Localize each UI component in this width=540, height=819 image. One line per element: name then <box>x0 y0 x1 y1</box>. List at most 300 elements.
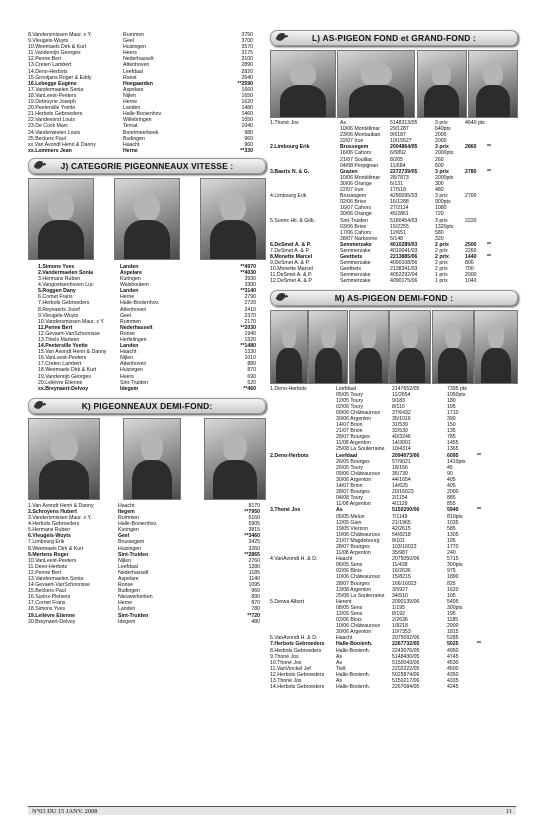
entry-name: 19.Debruyne Joseph <box>28 99 76 106</box>
entry-points: 1280 <box>248 563 260 570</box>
list-item <box>28 148 266 154</box>
entry-place: Aspelare <box>118 575 139 582</box>
result-cell: 1410pts <box>447 458 466 465</box>
result-cell: 08/05 Sens <box>336 604 363 611</box>
result-cell: 4245 <box>447 684 459 691</box>
entry-name: 11.Deno-Herbots <box>28 563 68 570</box>
entry-name: 19.Lelièvre Etienne <box>28 612 75 619</box>
result-cell: 3/5927 <box>392 586 408 593</box>
result-cell: 1320pts <box>435 223 454 230</box>
result-cell: 19/05 Vierzon <box>336 525 368 532</box>
entry-points: 690 <box>247 373 256 380</box>
result-cell: 1365 <box>447 446 459 453</box>
section-j-list <box>28 264 266 392</box>
result-cell: 2.Limbourg Erik <box>270 144 310 151</box>
result-cell: 2000 <box>465 272 477 279</box>
entry-place: Idegem <box>120 385 139 392</box>
result-cell: 1 prix <box>435 272 448 279</box>
entry-points: 1330 <box>244 349 256 356</box>
entry-points: 1140 <box>248 575 260 582</box>
result-cell: 135 <box>447 428 456 435</box>
entry-name: 15.Beckers Paul <box>28 588 66 595</box>
entry-place: Herfelingen <box>120 337 147 343</box>
result-cell: 11.VanVinckel Jef <box>270 665 311 672</box>
result-cell: 720 <box>435 211 444 218</box>
entry-points: 2760 <box>248 557 260 564</box>
entry-points: 980 <box>244 129 253 136</box>
entry-name: 23.De Cock Marc <box>28 123 69 130</box>
result-cell: 166/16023 <box>392 580 417 587</box>
result-cell: Halle-Booienh. <box>336 671 371 678</box>
result-cell: 14/3001 <box>392 440 411 447</box>
result-cell: 11/08 Argenton <box>336 440 371 447</box>
photo-11 <box>270 310 308 384</box>
result-cell: 28/07 Bourges <box>336 543 370 550</box>
result-cell: 45 <box>447 464 453 471</box>
result-cell: 8.Herbots Gebroeders <box>270 647 322 654</box>
result-cell: 785 <box>447 434 456 441</box>
result-cell: 17/518 <box>390 187 406 194</box>
result-cell: 390 <box>447 416 456 422</box>
section-l-photos <box>270 50 518 118</box>
result-cell: 28/07 Bourges <box>336 580 370 587</box>
entry-place: Huizingen <box>123 44 147 51</box>
result-cell: 2/1154 <box>392 495 408 502</box>
entry-name: 9.Vleugels-Wuyts <box>28 38 69 45</box>
entry-name: 11.Vandenrijn Georges <box>28 50 81 57</box>
entry-place: Landen <box>123 105 141 112</box>
result-cell: 1770 <box>447 543 459 550</box>
entry-name: 19.Vandenrijn Georges <box>38 373 91 380</box>
entry-points: 3700 <box>241 38 253 45</box>
result-cell: 32/530 <box>392 428 408 435</box>
entry-name: 5.Roggen Dany <box>38 288 76 295</box>
result-cell: 90 <box>447 470 453 477</box>
entry-points: 1040 <box>241 123 253 130</box>
result-cell: 103/16023 <box>392 543 417 550</box>
result-cell: 195 <box>447 611 456 617</box>
result-cell: 2004864/05 <box>390 144 418 151</box>
photo-15 <box>432 310 474 384</box>
result-cell: 3 prix <box>435 120 448 126</box>
entry-place: Nijlen <box>120 355 133 362</box>
result-cell: 8/101 <box>392 537 405 544</box>
result-cell: 44/1654 <box>392 476 411 483</box>
result-cell: 10/7353 <box>392 629 411 636</box>
entry-name: 17.Cornet Frans <box>28 600 66 607</box>
entry-name: 14.Deno-Herbots <box>28 68 68 75</box>
result-cell: 3 prix <box>435 168 449 175</box>
result-cell: 45/2861 <box>390 211 409 218</box>
entry-place: Hoegaarden <box>123 80 153 87</box>
result-cell: 5148430/05 <box>392 653 420 660</box>
photo-6 <box>204 418 266 500</box>
result-cell: 21/07 Brion <box>336 428 363 435</box>
entry-place: Sint-Truiden <box>118 612 149 619</box>
result-cell: 2000pts <box>435 174 454 181</box>
result-cell: Geetbets <box>340 266 362 273</box>
photo-5 <box>123 418 181 500</box>
result-cell: Leefdaal <box>336 452 358 459</box>
result-cell: 8/192 <box>392 611 405 617</box>
entry-points: 1460 <box>241 111 253 118</box>
result-cell: 12.DeSmet A. & P. <box>270 278 313 285</box>
result-cell: 5715 <box>447 556 459 563</box>
result-cell: Halle-Booienh. <box>336 684 371 691</box>
result-cell: 2094073/06 <box>392 452 420 459</box>
entry-place: Budingen <box>123 135 145 142</box>
result-cell: 2.Deno-Herbots <box>270 452 309 459</box>
section-l-list <box>270 120 518 285</box>
photo-14 <box>389 310 431 384</box>
result-cell: 02/06 Toury <box>336 403 364 410</box>
entry-place: Halle-Booienhov. <box>120 300 160 307</box>
result-cell: 3 prix <box>435 193 448 200</box>
result-cell: 1035 <box>447 519 459 526</box>
result-cell: Haacht <box>336 556 353 563</box>
result-cell: 1/8218 <box>392 623 408 630</box>
result-cell: 14/625 <box>392 483 408 490</box>
result-cell: 20/16023 <box>392 489 414 496</box>
result-cell: 405 <box>447 476 456 483</box>
entry-place: Attenhoven <box>120 306 147 313</box>
result-cell: 5025 <box>447 641 459 648</box>
result-cell: 5150043/06 <box>392 659 420 666</box>
entry-points: 2790 <box>244 294 256 301</box>
entry-points: 1520 <box>244 337 256 343</box>
result-cell: 2220 <box>465 217 477 224</box>
entry-name: 15.Van Avondt Henri & Danny <box>38 349 107 356</box>
result-cell: 2780 <box>465 168 477 175</box>
entry-name: 1.Van Avondt Henri & Danny <box>28 502 94 509</box>
result-cell: 35/730 <box>392 470 408 477</box>
entry-name: 10.VanLeest-Peeters <box>28 557 77 564</box>
result-cell: As <box>336 678 343 685</box>
result-cell: ** <box>487 168 492 175</box>
result-cell: 600 <box>435 162 444 169</box>
result-cell: 2000 <box>447 623 459 630</box>
section-j-photos <box>28 178 266 260</box>
entry-points: 3570 <box>241 44 253 51</box>
result-cell: 16/2636 <box>392 568 411 575</box>
entry-name: 15.Grootjans Roger & Eddy <box>28 74 92 81</box>
result-cell: 57/9021 <box>392 458 411 465</box>
entry-name: 14.Gevaert-VanSchoorisse <box>28 582 90 589</box>
section-k-title: K) PIGEONNEAUX DEMI-FOND: <box>81 400 213 411</box>
result-cell: 02/06 Blois <box>336 617 362 624</box>
result-cell: 1.Thoné Jos <box>270 120 299 126</box>
entry-place: Ronse <box>118 582 133 589</box>
result-cell: Geetbets <box>340 254 363 261</box>
entry-points: 2720 <box>244 300 256 307</box>
entry-points: **7950 <box>244 508 260 515</box>
entry-place: Rummen <box>118 515 140 522</box>
entry-name: 16.Surinx-Pletsers <box>28 594 71 601</box>
result-cell: 11/438 <box>392 562 408 569</box>
result-cell: 14/07 Brion <box>336 483 363 490</box>
result-cell: 105 <box>447 592 456 599</box>
result-cell: 5.Surinx Hil. & Gilb. <box>270 217 315 224</box>
result-cell: 1080 <box>435 205 447 212</box>
result-cell: 11/08 Argenton <box>336 501 371 508</box>
entry-place: Heers <box>123 50 137 57</box>
entry-name: 9.Vleugels-Wuyts <box>38 312 79 319</box>
result-cell: 16/07 Cahors <box>340 205 372 212</box>
photo-8 <box>337 50 415 118</box>
result-cell: 2202222/05 <box>392 665 420 672</box>
result-cell: 9.DeSmet A. & P. <box>270 260 310 267</box>
result-cell: 7395 pts <box>447 385 467 392</box>
entry-points: 8170 <box>248 502 260 509</box>
result-cell: Haacht <box>336 635 353 642</box>
result-cell: 1 prix <box>435 278 448 285</box>
entry-name: 20.Breynaert-Delvoy <box>28 618 76 625</box>
result-cell: 35/1016 <box>392 416 411 422</box>
result-cell: 22/07 Irun <box>340 187 364 194</box>
result-cell: 40/3246 <box>392 434 411 441</box>
result-cell: 2138341/03 <box>390 266 418 273</box>
photo-1 <box>28 178 94 260</box>
result-cell: 06/05 Sens <box>336 562 363 569</box>
entry-name: 17.Creten Lambert <box>38 361 82 368</box>
result-cell: 25/08 La Souterraine <box>336 592 385 599</box>
result-cell: 9/6187 <box>390 132 406 139</box>
result-cell: 4745 <box>447 653 459 660</box>
entry-place: Ranst <box>123 74 137 81</box>
result-cell: 5495 <box>447 598 459 605</box>
result-cell: 2075050/06 <box>392 556 420 563</box>
result-cell: 16/1288 <box>390 199 409 206</box>
result-cell: Leefdaal <box>336 385 356 392</box>
entry-place: Landen <box>120 343 139 350</box>
result-cell: 1.Deno-Herbots <box>270 385 307 392</box>
entry-place: Itegem <box>118 508 135 515</box>
result-cell: 26/05 Toury <box>336 464 364 471</box>
result-cell: 7.DeSmet A. & P. <box>270 247 310 254</box>
entry-points: 1095 <box>248 582 260 589</box>
result-cell: 480 <box>435 187 444 194</box>
entry-points: 6160 <box>248 515 260 522</box>
entry-name: xx.Breynaert-Delvoy <box>38 385 89 392</box>
result-cell: 12/05 Sens <box>336 611 363 617</box>
section-k-banner <box>28 398 266 414</box>
result-cell: 5150217/06 <box>392 678 420 685</box>
entry-points: **3140 <box>240 288 256 295</box>
result-cell: 5285 <box>447 635 459 642</box>
entry-points: 3100 <box>241 56 253 63</box>
entry-points: 3300 <box>244 282 256 289</box>
result-cell: 5150200/06 <box>392 507 420 514</box>
result-cell: 2 prix <box>435 266 448 273</box>
result-cell: 1185 <box>447 617 459 624</box>
issue-date: N°03 DU 15 JANV. 2008 <box>32 808 98 815</box>
result-cell: 09/06 Châteauroux <box>336 470 381 477</box>
result-cell: ** <box>477 507 482 514</box>
result-cell: 1040 <box>465 278 477 285</box>
result-cell: 12/651 <box>390 229 406 236</box>
list-item <box>38 386 266 392</box>
result-cell: 14/07 Brion <box>336 422 363 429</box>
result-cell: 28/7873 <box>390 174 409 181</box>
result-cell: 3 prix <box>435 217 448 224</box>
result-cell: 150 <box>447 422 456 429</box>
result-cell: 8.Monette Marcel <box>270 254 313 261</box>
entry-place: Nijlen <box>118 557 131 564</box>
entry-name: 8.Reynaerts Jozef <box>38 306 80 313</box>
section-m-banner <box>270 290 518 306</box>
entry-points: 2820 <box>241 68 253 75</box>
result-cell: 03/06 Brive <box>340 223 367 230</box>
result-cell <box>487 278 497 284</box>
result-cell: 02/06 Blois <box>336 568 362 575</box>
result-cell: 900pts <box>435 199 451 206</box>
result-cell: 10.Thoné Jos <box>270 659 302 666</box>
entry-points: **720 <box>247 612 260 619</box>
result-cell: 4.VanAvondt H. & D. <box>270 556 318 563</box>
result-cell: 4.Limbourg Erik <box>270 193 307 200</box>
result-cell: 21/07 Magdebourg <box>336 537 380 544</box>
entry-place: Sint-Truiden <box>118 551 149 558</box>
result-cell: 3.Thoné Jos <box>270 507 301 514</box>
result-cell: Tielt <box>336 665 346 672</box>
result-cell: 5148313/05 <box>390 120 418 126</box>
result-cell: 2090139/06 <box>392 598 420 605</box>
entry-place: Nederhasselt <box>118 569 149 576</box>
entry-name: 20.Lelièvre Etienne <box>38 379 83 386</box>
result-cell: Semmerzake <box>340 241 372 248</box>
entry-place: Aspelare <box>123 86 144 93</box>
result-cell: 1050pts <box>447 391 466 398</box>
entry-name: 12.Penne Bert <box>28 569 62 576</box>
entry-points: 880 <box>247 361 256 368</box>
entry-points: **330 <box>240 147 253 154</box>
result-cell: 640pts <box>435 126 451 133</box>
page-footer <box>28 806 516 815</box>
entry-points: **2030 <box>240 324 256 331</box>
entry-place: Sint-Truiden <box>120 379 149 386</box>
result-cell: 4/1129 <box>392 501 408 508</box>
result-cell: 1455 <box>447 440 459 447</box>
result-cell: 9.Thoné Jos <box>270 653 299 660</box>
result-cell: 28/07 Bourges <box>336 489 370 496</box>
result-cell: 54/8218 <box>392 531 411 538</box>
result-cell: 28/07 Bourges <box>336 434 370 441</box>
result-cell: Brussegem <box>340 144 369 151</box>
result-cell: 580 <box>435 229 444 236</box>
result-cell: 5/148 <box>390 235 403 242</box>
result-cell: 320 <box>435 235 444 242</box>
entry-place: Geel <box>120 312 131 319</box>
entry-name: 14.Peetersille Yvette <box>38 343 88 350</box>
section-j-banner <box>28 158 266 174</box>
result-cell: 1710 <box>447 409 459 416</box>
result-cell: As <box>336 659 343 666</box>
entry-name: 22.Vandevorst Louis <box>28 117 75 124</box>
result-cell: 31/539 <box>392 422 408 429</box>
photo-2 <box>114 178 180 260</box>
result-cell: 17/06 Cahors <box>340 229 372 236</box>
entry-points: **4030 <box>240 269 256 276</box>
result-cell: 30/06 Argenton <box>336 629 372 636</box>
entry-points: 2410 <box>244 306 256 313</box>
entry-name: 13.Thiels Marleen <box>38 337 80 343</box>
result-cell: 4350 <box>447 671 459 678</box>
entry-name: 10.Weemaels Dirk & Kurt <box>28 44 87 51</box>
photo-9 <box>417 50 467 118</box>
entry-name: 5.Hermans Ruben <box>28 527 71 534</box>
result-cell: 405 <box>447 483 456 490</box>
result-cell: 260 <box>435 156 444 163</box>
result-cell: 4010041/03 <box>390 247 418 254</box>
entry-name: 24.Vanderwielen Louis <box>28 129 81 136</box>
result-cell: 29/1287 <box>390 126 409 133</box>
entry-place: Leefdaal <box>118 563 138 570</box>
photo-13 <box>349 310 389 384</box>
result-cell: 15/8215 <box>392 574 411 581</box>
result-cell: 2213885/06 <box>390 254 418 261</box>
result-cell: 3.Baerts N. & G. <box>270 168 310 175</box>
entry-place: Haacht <box>120 349 137 356</box>
entry-name: 12.Penne Bert <box>28 56 62 63</box>
result-cell: 6/5892 <box>390 150 406 157</box>
result-cell: 7/1149 <box>392 513 408 520</box>
result-cell: 4290095/03 <box>390 193 418 200</box>
photo-10 <box>468 50 518 118</box>
result-cell: 885 <box>447 495 456 502</box>
entry-place: Huizingen <box>118 545 142 552</box>
result-cell: Halle-Booienh. <box>336 647 371 654</box>
entry-points: **3460 <box>244 533 260 540</box>
entry-name: 13.Vandermaelen Sonia <box>28 575 84 582</box>
entry-place: Kuringen <box>120 276 141 283</box>
entry-place: Brussegem <box>118 539 145 546</box>
result-cell: 9/183 <box>392 397 405 404</box>
result-cell: 2 prix <box>435 260 448 267</box>
result-cell: 14.Herbots Gebroeders <box>270 684 325 691</box>
photo-12 <box>308 310 348 384</box>
entry-place: Landen <box>120 288 139 295</box>
entry-name: 20.Peetersille Yvette <box>28 105 76 112</box>
entry-place: Haacht <box>123 141 140 148</box>
entry-name: 17.Vandermaelen Sonia <box>28 86 84 93</box>
result-cell <box>487 684 497 690</box>
entry-place: Idegem <box>118 618 136 625</box>
result-cell: 975 <box>447 568 456 575</box>
entry-place: Landen <box>120 263 139 270</box>
result-cell: 13.Thoné Jos <box>270 678 302 685</box>
result-cell: 30/06 Orange <box>340 211 372 218</box>
result-cell: 825 <box>447 580 456 587</box>
entry-points: 1650 <box>241 92 253 99</box>
result-cell: 30/06 Argenton <box>336 476 372 483</box>
entry-place: Kuringen <box>118 527 139 534</box>
overall-ranking-list <box>28 32 266 154</box>
result-cell: As <box>336 507 343 514</box>
entry-place: Nieuwerkerken <box>118 594 153 601</box>
result-row <box>270 278 518 284</box>
result-cell: Grazen <box>340 168 358 175</box>
entry-place: Geel <box>118 533 130 540</box>
entry-points: **4970 <box>240 263 256 270</box>
entry-place: Haacht <box>118 502 135 509</box>
result-cell: 2 prix <box>435 254 449 261</box>
result-cell: 34/510 <box>392 592 408 599</box>
left-column <box>28 0 266 625</box>
photo-3 <box>200 178 266 260</box>
result-cell: 21/1965 <box>392 519 411 526</box>
entry-points: **1480 <box>240 343 256 350</box>
result-cell: 12.Herbots Gebroeders <box>270 671 325 678</box>
